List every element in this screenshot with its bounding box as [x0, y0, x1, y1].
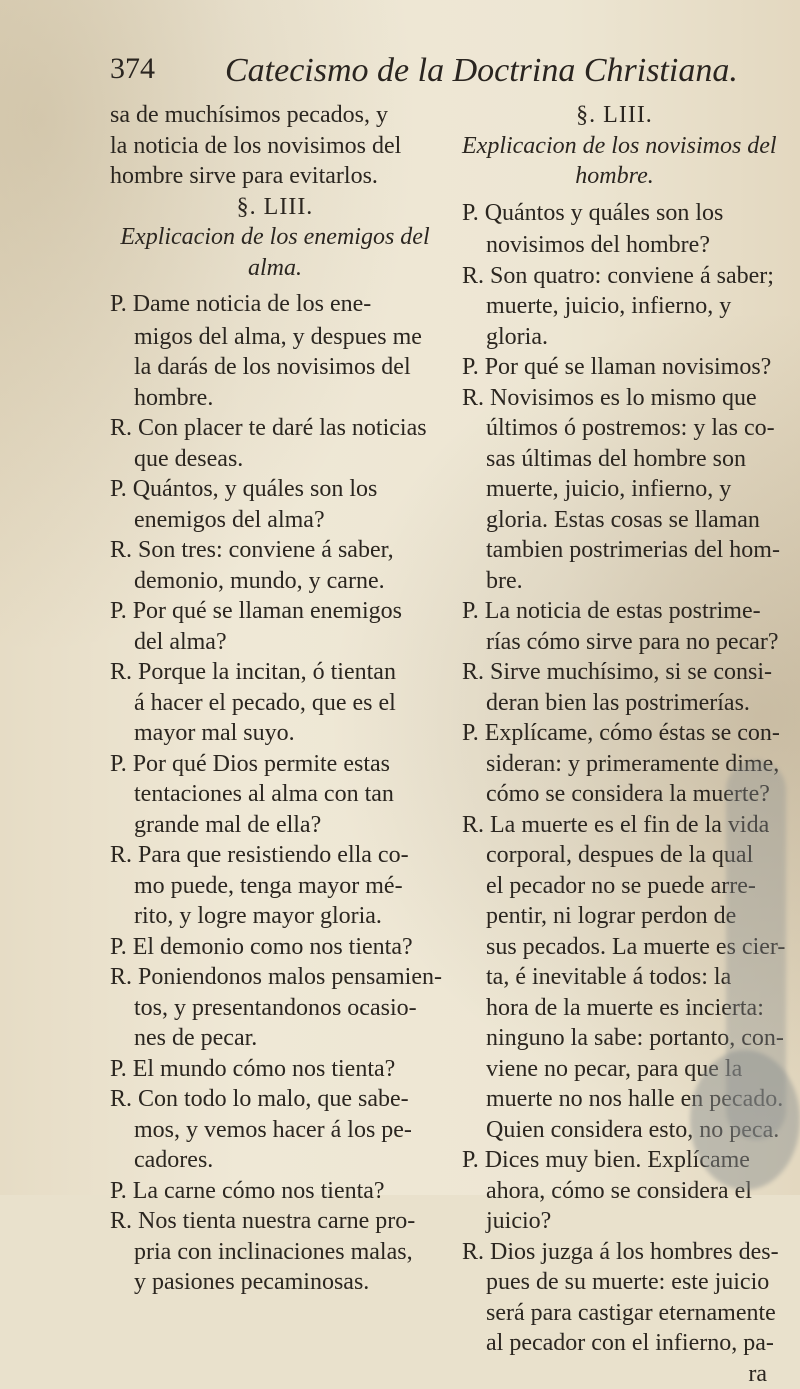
left-text-line: hombre sirve para evitarlos. [110, 161, 440, 192]
right-text-line: P. Explícame, cómo éstas se con- [462, 718, 767, 749]
left-text-line: que deseas. [110, 444, 440, 475]
right-text-line: será para castigar eternamente [462, 1298, 767, 1329]
right-text-line: tambien postrimerias del hom- [462, 535, 767, 566]
left-column [110, 100, 440, 1298]
left-text-line: R. Con placer te daré las noticias [110, 413, 440, 444]
right-text-line: viene no pecar, para que la [462, 1054, 767, 1085]
right-text-line: deran bien las postrimerías. [462, 688, 767, 719]
left-text-line: P. La carne cómo nos tienta? [110, 1176, 440, 1207]
left-text-line: mos, y vemos hacer á los pe- [110, 1115, 440, 1146]
right-text-line: últimos ó postremos: y las co- [462, 413, 767, 444]
right-text-line: cómo se considera la muerte? [462, 779, 767, 810]
right-text-line: R. Dios juzga á los hombres des- [462, 1237, 767, 1268]
right-text-line: ra [462, 1359, 767, 1389]
right-text-line: gloria. Estas cosas se llaman [462, 505, 767, 536]
left-text-line: y pasiones pecaminosas. [110, 1267, 440, 1298]
left-text-line: mayor mal suyo. [110, 718, 440, 749]
right-section-title: Explicacion de los novisimos del [462, 131, 767, 162]
right-text-line: P. La noticia de estas postrime- [462, 596, 767, 627]
right-text-line: P. Por qué se llaman novisimos? [462, 352, 767, 383]
right-section-heading: §. LIII. [462, 100, 767, 131]
left-text-line: P. Por qué se llaman enemigos [110, 596, 440, 627]
right-text-line: R. Son quatro: conviene á saber; [462, 261, 767, 292]
right-text-line: gloria. [462, 322, 767, 353]
right-text-line: pentir, ni lograr perdon de [462, 901, 767, 932]
right-column [462, 100, 767, 1389]
left-text-line: P. Quántos, y quáles son los [110, 474, 440, 505]
right-text-line: novisimos del hombre? [462, 230, 767, 261]
right-text-line: R. Novisimos es lo mismo que [462, 383, 767, 414]
left-text-line: cadores. [110, 1145, 440, 1176]
left-text-line: R. Porque la incitan, ó tientan [110, 657, 440, 688]
right-text-line: muerte no nos halle en pecado. [462, 1084, 767, 1115]
right-section-title: hombre. [462, 161, 767, 192]
right-text-line: muerte, juicio, infierno, y [462, 291, 767, 322]
right-text-line: Quien considera esto, no peca. [462, 1115, 767, 1146]
right-text-line: sideran: y primeramente dime, [462, 749, 767, 780]
right-text-line: muerte, juicio, infierno, y [462, 474, 767, 505]
left-section-title: Explicacion de los enemigos del [110, 222, 440, 253]
right-text-line: ta, é inevitable á todos: la [462, 962, 767, 993]
page-header [110, 52, 760, 98]
left-section-title: alma. [110, 253, 440, 284]
page-number: 374 [110, 52, 155, 86]
right-text-line: P. Quántos y quáles son los [462, 198, 767, 229]
right-text-line: rías cómo sirve para no pecar? [462, 627, 767, 658]
page-damage [690, 1050, 800, 1190]
left-section-heading: §. LIII. [110, 192, 440, 223]
right-text-line: ahora, cómo se considera el [462, 1176, 767, 1207]
left-text-line: R. Con todo lo malo, que sabe- [110, 1084, 440, 1115]
left-text-line: demonio, mundo, y carne. [110, 566, 440, 597]
left-text-line: P. Por qué Dios permite estas [110, 749, 440, 780]
right-text-line: ninguno la sabe: portanto, con- [462, 1023, 767, 1054]
left-text-line: tentaciones al alma con tan [110, 779, 440, 810]
left-text-line: grande mal de ella? [110, 810, 440, 841]
right-text-line: bre. [462, 566, 767, 597]
left-text-line: mo puede, tenga mayor mé- [110, 871, 440, 902]
right-text-line: corporal, despues de la qual [462, 840, 767, 871]
right-text-line: juicio? [462, 1206, 767, 1237]
left-text-line: R. Son tres: conviene á saber, [110, 535, 440, 566]
left-text-line: pria con inclinaciones malas, [110, 1237, 440, 1268]
right-text-line: R. Sirve muchísimo, si se consi- [462, 657, 767, 688]
left-text-line: enemigos del alma? [110, 505, 440, 536]
right-text-line: sas últimas del hombre son [462, 444, 767, 475]
left-text-line: hombre. [110, 383, 440, 414]
right-text-line: hora de la muerte es incierta: [462, 993, 767, 1024]
left-text-line: R. Poniendonos malos pensamien- [110, 962, 440, 993]
left-text-line: P. El mundo cómo nos tienta? [110, 1054, 440, 1085]
left-text-line: tos, y presentandonos ocasio- [110, 993, 440, 1024]
left-text-line: la darás de los novisimos del [110, 352, 440, 383]
left-text-line: del alma? [110, 627, 440, 658]
running-title: Catecismo de la Doctrina Christiana. [225, 52, 738, 90]
left-text-line: R. Para que resistiendo ella co- [110, 840, 440, 871]
left-text-line: la noticia de los novisimos del [110, 131, 440, 162]
right-text-line: al pecador con el infierno, pa- [462, 1328, 767, 1359]
left-text-line: nes de pecar. [110, 1023, 440, 1054]
right-text-line: sus pecados. La muerte es cier- [462, 932, 767, 963]
left-text-line: rito, y logre mayor gloria. [110, 901, 440, 932]
left-text-line: P. Dame noticia de los ene- [110, 289, 440, 320]
left-text-line: sa de muchísimos pecados, y [110, 100, 440, 131]
right-text-line: R. La muerte es el fin de la vida [462, 810, 767, 841]
left-text-line: P. El demonio como nos tienta? [110, 932, 440, 963]
left-text-line: á hacer el pecado, que es el [110, 688, 440, 719]
left-text-line: migos del alma, y despues me [110, 322, 440, 353]
right-text-line: pues de su muerte: este juicio [462, 1267, 767, 1298]
left-text-line: R. Nos tienta nuestra carne pro- [110, 1206, 440, 1237]
right-text-line: P. Dices muy bien. Explícame [462, 1145, 767, 1176]
right-text-line: el pecador no se puede arre- [462, 871, 767, 902]
